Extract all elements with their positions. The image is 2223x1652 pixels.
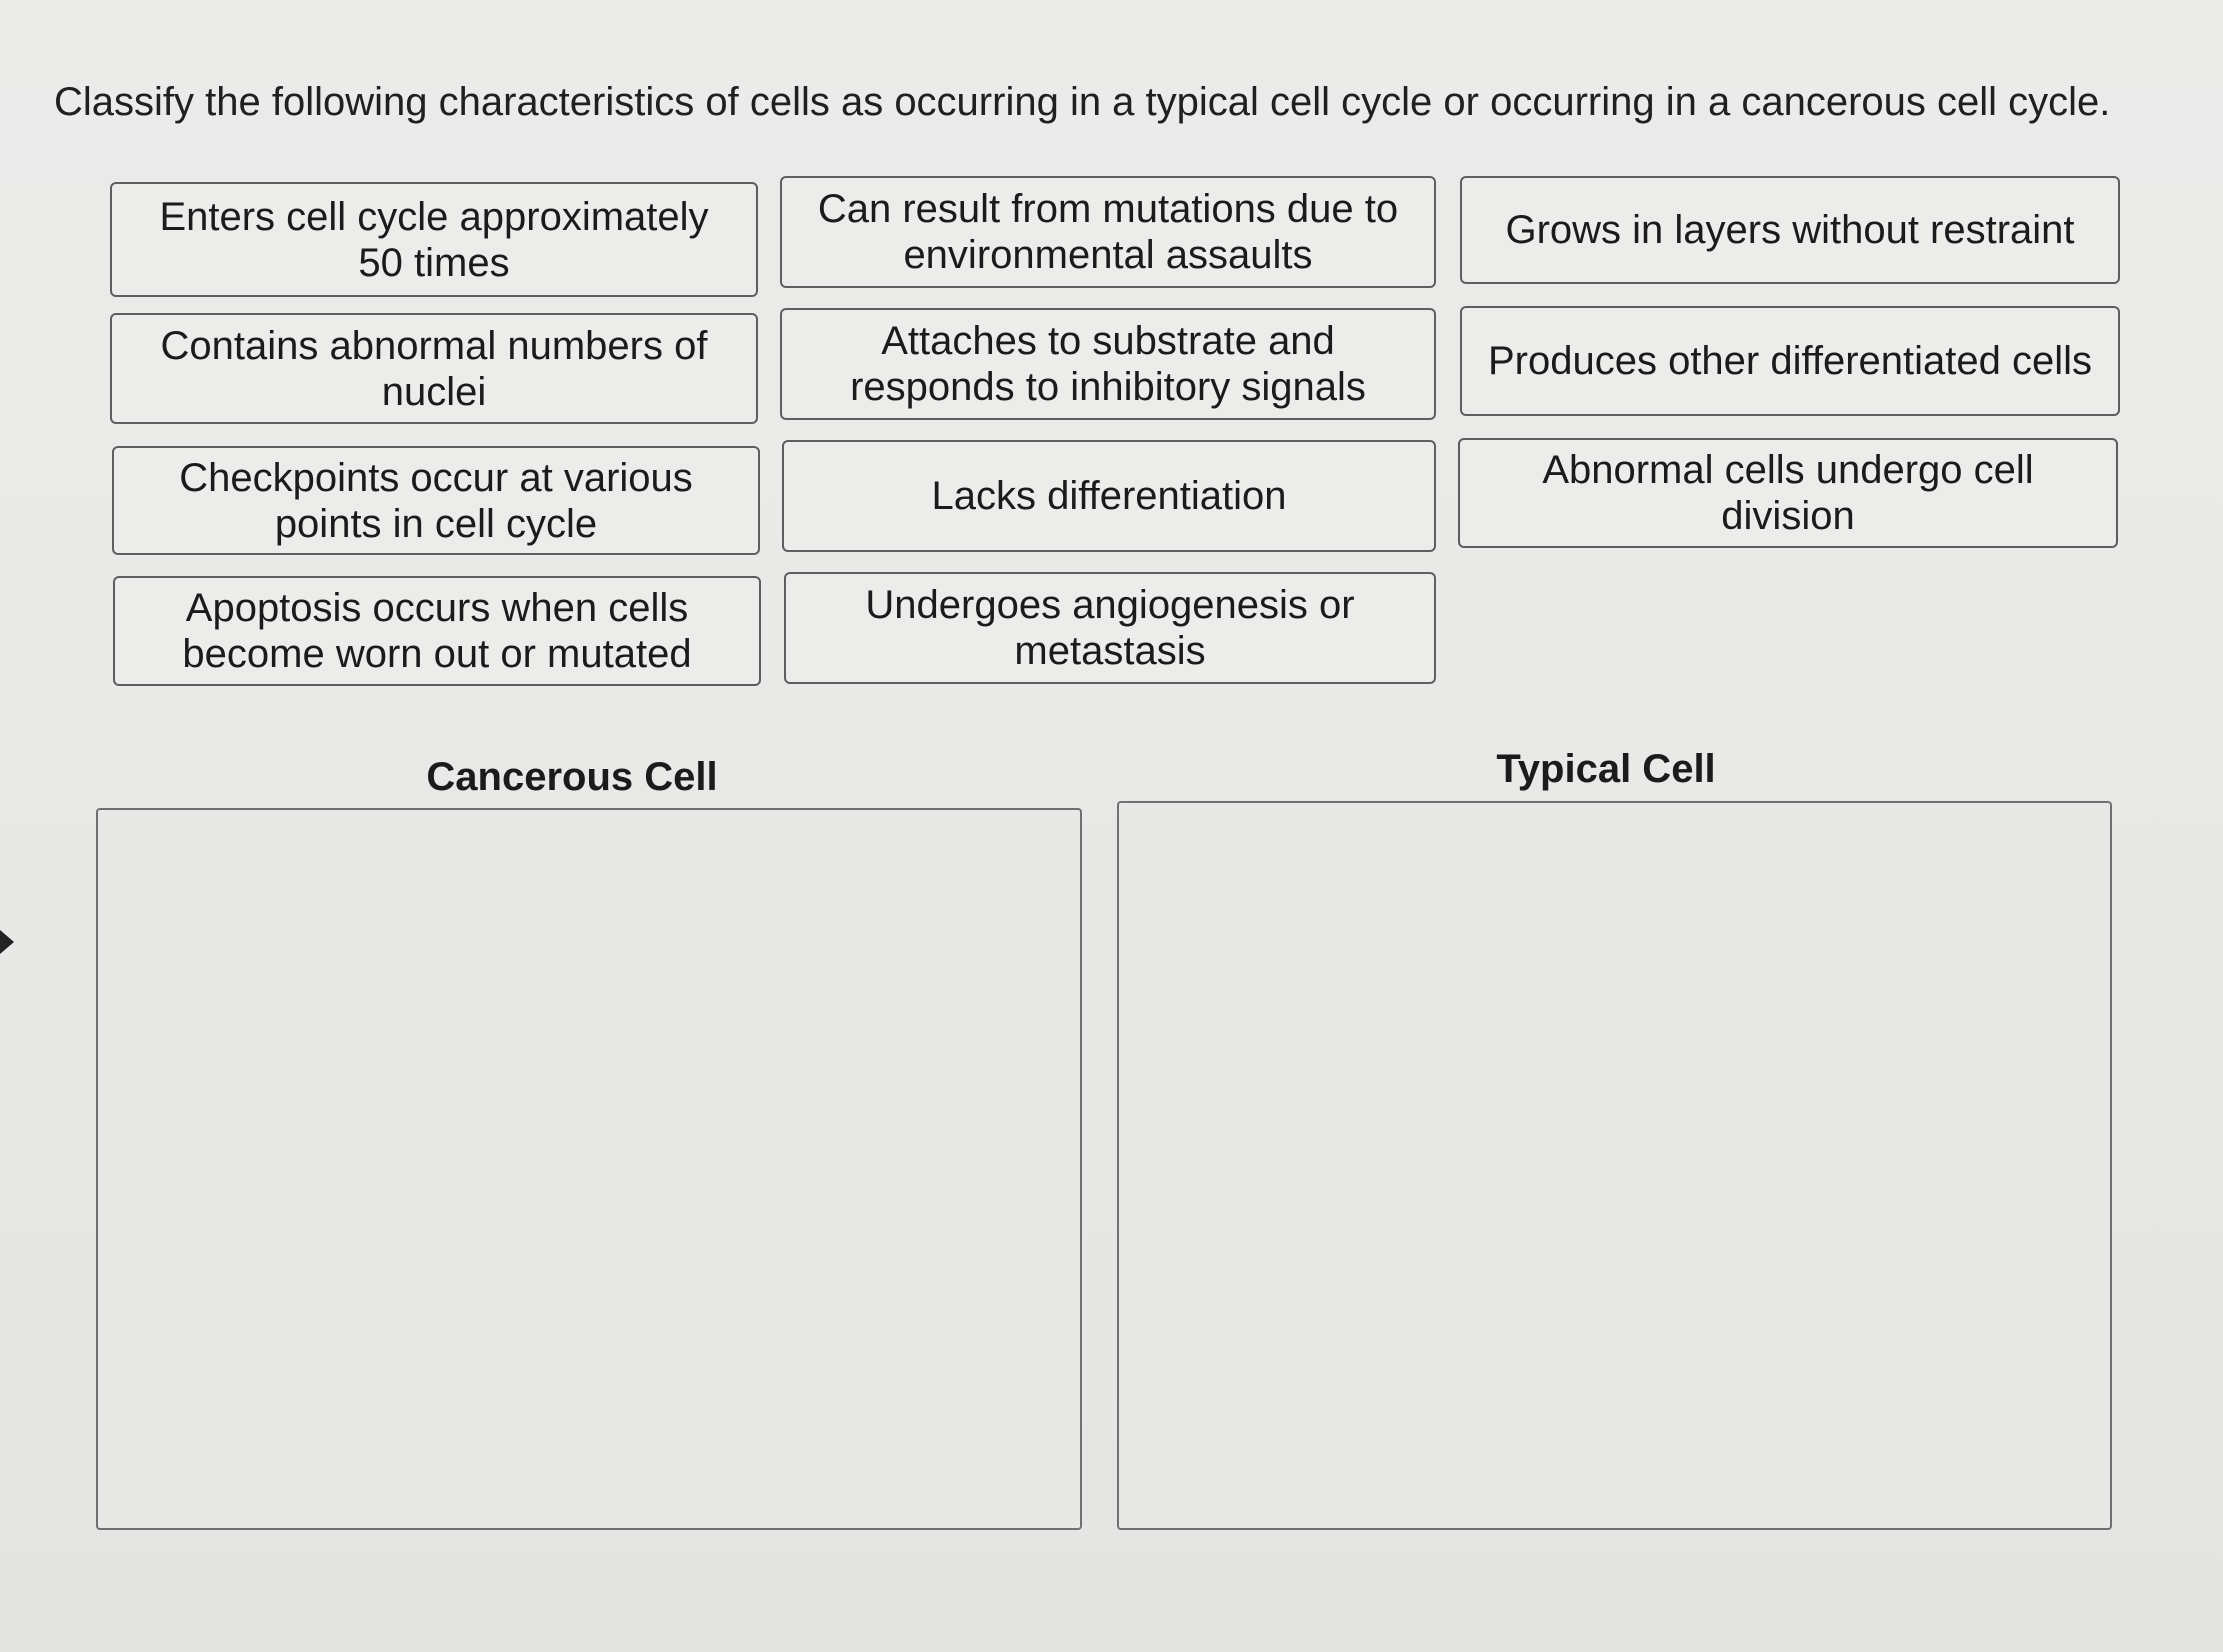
draggable-card[interactable]: Produces other differentiated cells	[1460, 306, 2120, 416]
mouse-cursor-icon	[0, 930, 14, 954]
draggable-card[interactable]: Attaches to substrate and responds to inhibitory signals	[780, 308, 1436, 420]
draggable-card[interactable]: Grows in layers without restraint	[1460, 176, 2120, 284]
typical-cell-drop-zone[interactable]	[1117, 801, 2112, 1530]
cancerous-cell-heading: Cancerous Cell	[426, 755, 718, 799]
question-prompt: Classify the following characteristics of cells as occurring in a typical cell cycle or occurring in a cancerous cell cycle.	[54, 80, 2111, 124]
draggable-card[interactable]: Abnormal cells undergo cell division	[1458, 438, 2118, 548]
draggable-card[interactable]: Contains abnormal numbers of nuclei	[110, 313, 758, 424]
draggable-card[interactable]: Lacks differentiation	[782, 440, 1436, 552]
draggable-card[interactable]: Apoptosis occurs when cells become worn out or mutated	[113, 576, 761, 686]
draggable-card[interactable]: Checkpoints occur at various points in cell cycle	[112, 446, 760, 555]
draggable-card[interactable]: Undergoes angiogenesis or metastasis	[784, 572, 1436, 684]
cancerous-cell-drop-zone[interactable]	[96, 808, 1082, 1530]
typical-cell-heading: Typical Cell	[1496, 747, 1716, 791]
draggable-card[interactable]: Enters cell cycle approximately 50 times	[110, 182, 758, 297]
draggable-card[interactable]: Can result from mutations due to environmental assaults	[780, 176, 1436, 288]
